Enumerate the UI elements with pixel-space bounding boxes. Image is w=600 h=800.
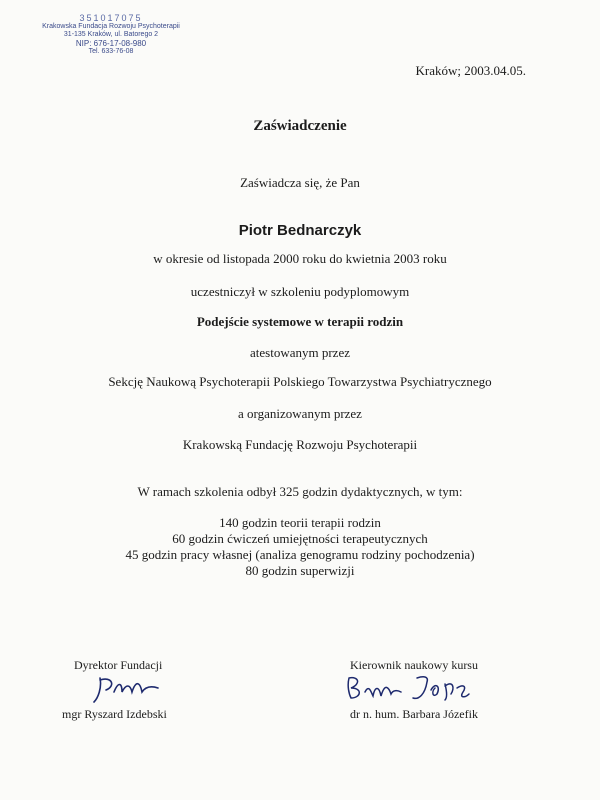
- left-signature: [92, 668, 162, 708]
- hours-item: 60 godzin ćwiczeń umiejętności terapeutycznych: [172, 531, 428, 546]
- stamp-address: 31-135 Kraków, ul. Batorego 2: [63, 31, 159, 38]
- stamp-org-name: Krakowska Fundacja Rozwoju Psychoterapii: [42, 22, 180, 30]
- hours-item: 80 godzin superwizji: [245, 563, 355, 578]
- stamp-nip: NIP: 676-17-08-980: [75, 38, 147, 48]
- recipient-name: Piotr Bednarczyk: [238, 222, 362, 239]
- attested-by-text: atestowanym przez: [250, 345, 350, 360]
- hours-item: 45 godzin pracy własnej (analiza genogramu rodziny pochodzenia): [125, 547, 475, 562]
- right-signatory-name: dr n. hum. Barbara Józefik: [350, 707, 478, 721]
- period-text: w okresie od listopada 2000 roku do kwietnia 2003 roku: [153, 251, 447, 266]
- hours-item: 140 godzin teorii terapii rodzin: [219, 515, 381, 530]
- stamp-reg-number: 351017075: [79, 13, 143, 23]
- right-signatory-title: Kierownik naukowy kursu: [350, 658, 478, 672]
- hours-summary: W ramach szkolenia odbył 325 godzin dydaktycznych, w tym:: [137, 484, 463, 499]
- document-title: Zaświadczenie: [253, 118, 347, 134]
- attesting-body: Sekcję Naukową Psychoterapii Polskiego Towarzystwa Psychiatrycznego: [108, 374, 492, 389]
- participation-text: uczestniczył w szkoleniu podyplomowym: [190, 284, 410, 299]
- institution-stamp: [36, 14, 186, 57]
- hours-breakdown: [0, 515, 600, 579]
- document-date: Kraków; 2003.04.05.: [415, 63, 526, 78]
- course-name: Podejście systemowe w terapii rodzin: [196, 314, 404, 329]
- stamp-tel: Tel. 633-76-08: [88, 48, 134, 55]
- right-signature: [343, 672, 473, 706]
- left-signatory-name: mgr Ryszard Izdebski: [62, 707, 167, 721]
- organized-by-text: a organizowanym przez: [238, 406, 362, 421]
- organizer-name: Krakowską Fundację Rozwoju Psychoterapii: [182, 437, 418, 452]
- left-signatory-title: Dyrektor Fundacji: [74, 658, 163, 672]
- intro-text: Zaświadcza się, że Pan: [240, 175, 360, 190]
